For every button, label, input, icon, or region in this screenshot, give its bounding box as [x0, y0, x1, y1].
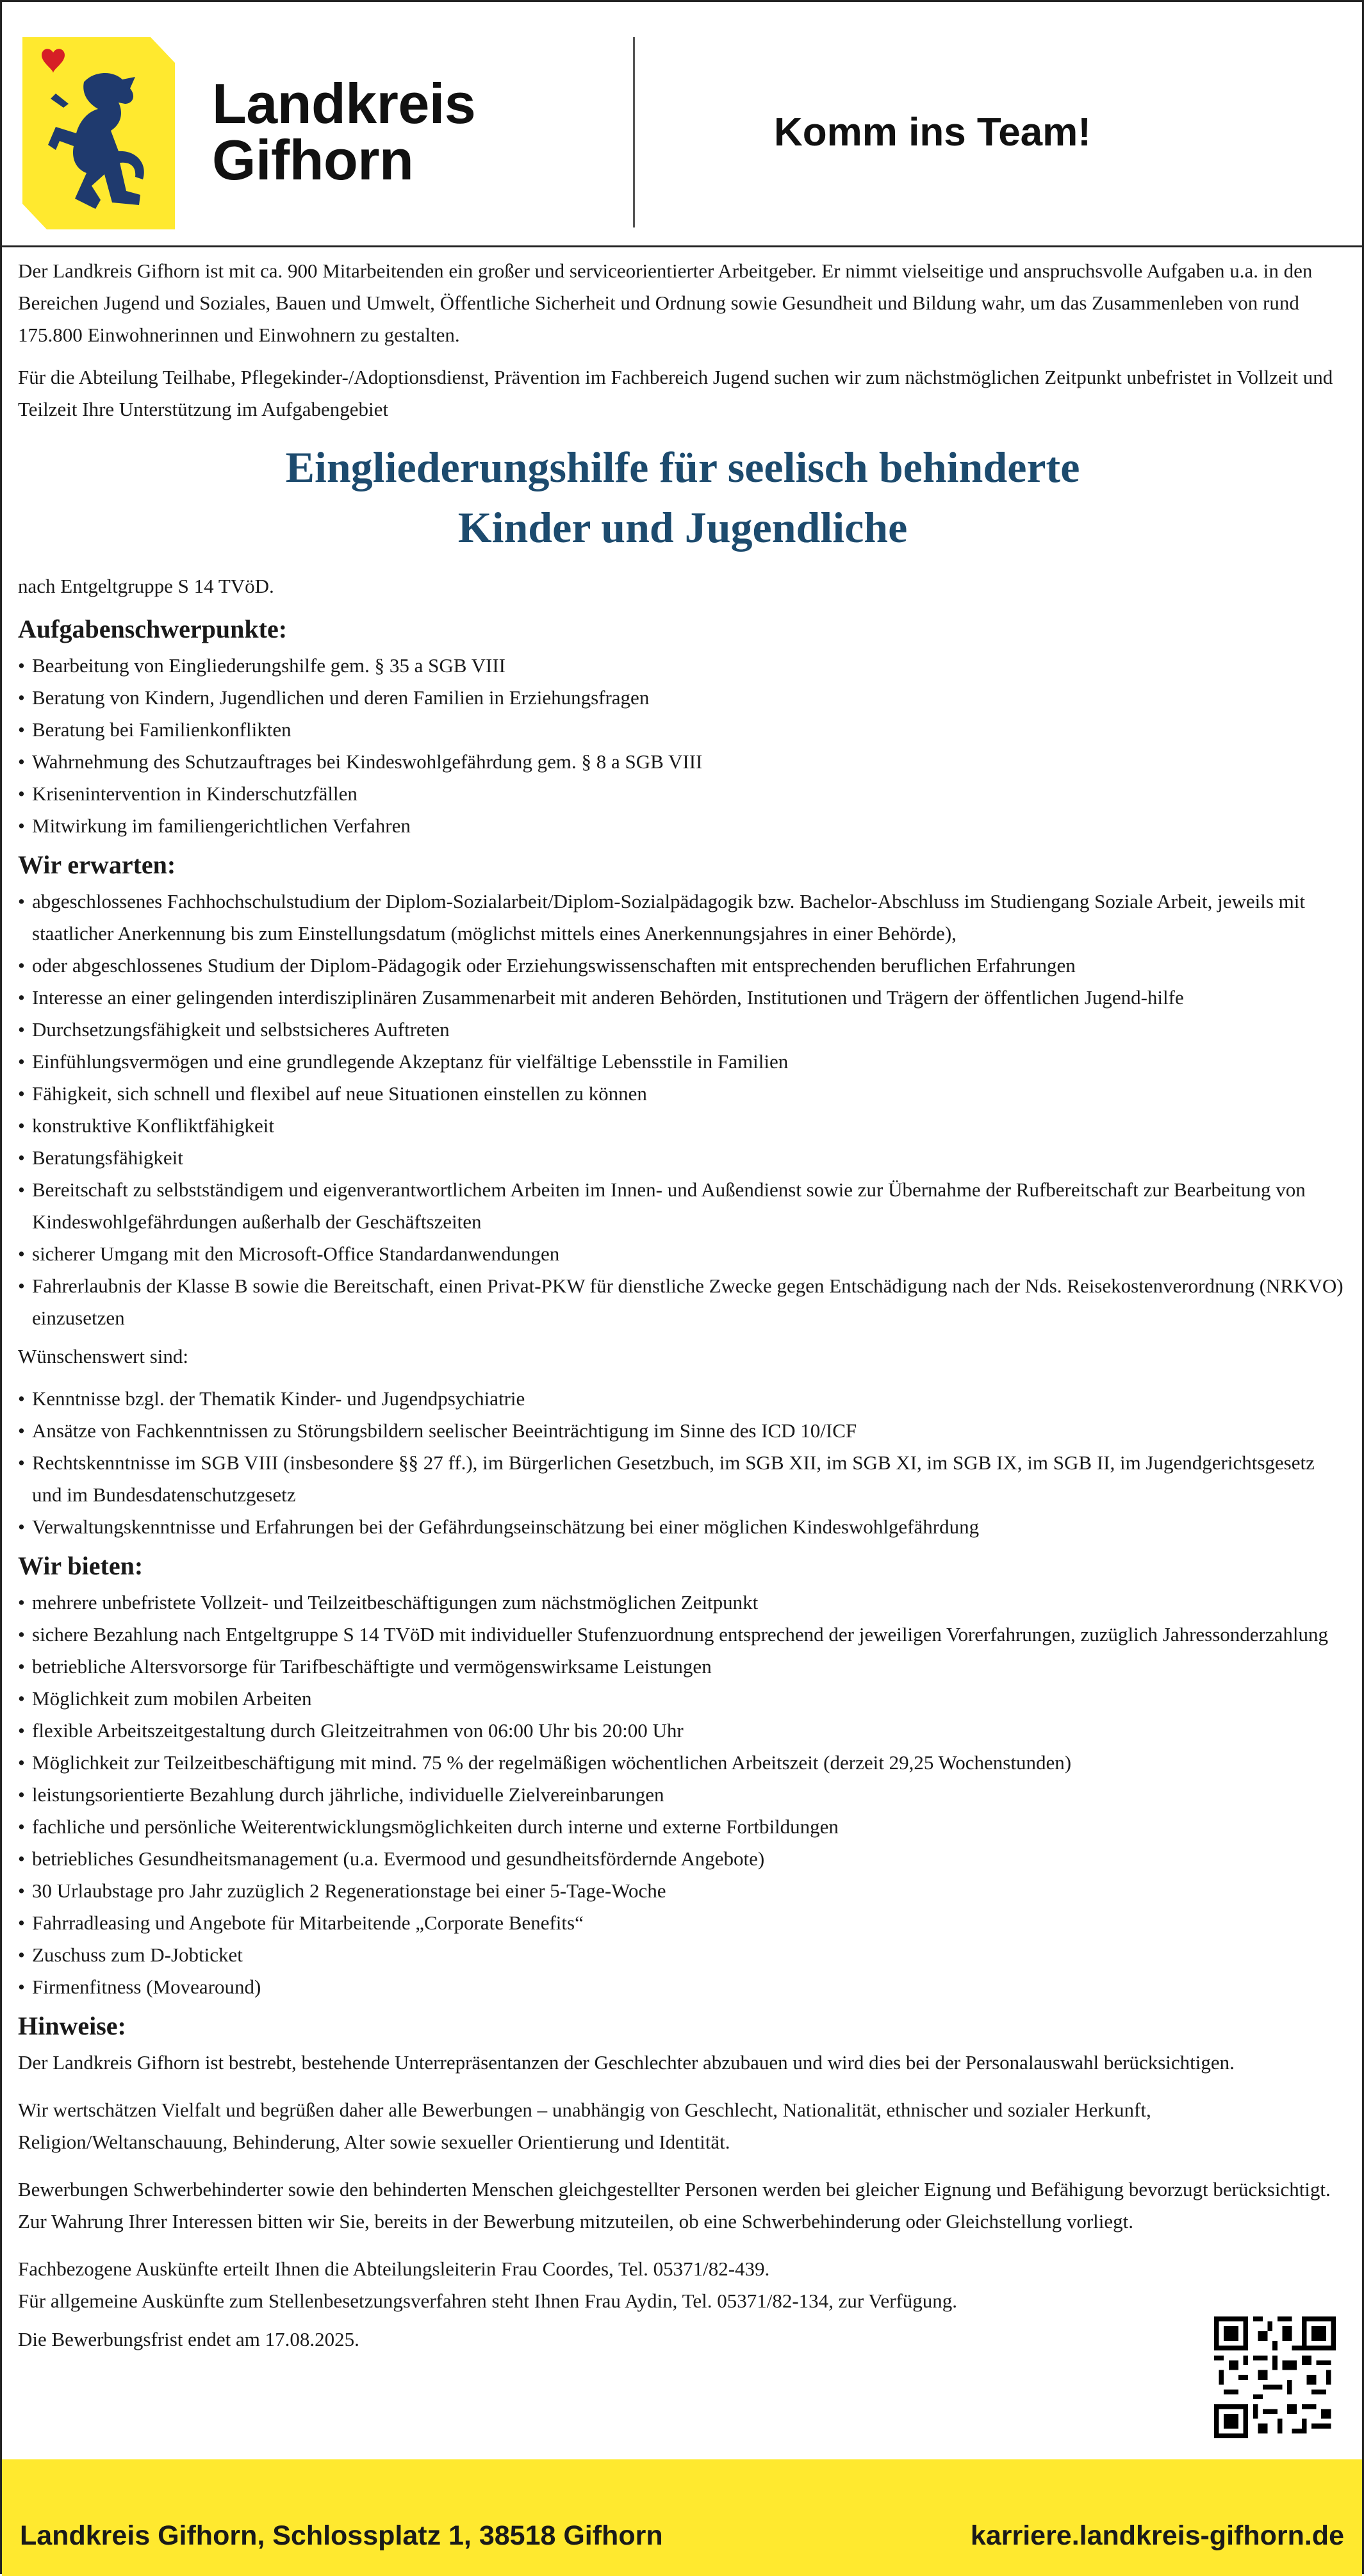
list-item: • sicherer Umgang mit den Microsoft-Office Standardanwendungen [18, 1238, 1347, 1270]
list-item: • Ansätze von Fachkenntnissen zu Störungsbildern seelischer Beeinträchtigung im Sinne des ICD 10/ICF [18, 1415, 1347, 1447]
header-divider [633, 37, 635, 227]
expect-list [18, 886, 1347, 1334]
list-item: • betriebliche Altersvorsorge für Tarifbeschäftigte und vermögenswirksame Leistungen [18, 1651, 1347, 1683]
list-item: • Fähigkeit, sich schnell und flexibel auf neue Situationen einstellen zu können [18, 1078, 1347, 1110]
desirable-label: Wünschenswert sind: [18, 1345, 189, 1367]
coat-of-arms-logo-icon [22, 37, 175, 229]
list-item: • 30 Urlaubstage pro Jahr zuzüglich 2 Regenerationstage bei einer 5-Tage-Woche [18, 1875, 1347, 1907]
list-item: • Fahrradleasing und Angebote für Mitarbeitende „Corporate Benefits“ [18, 1907, 1347, 1939]
tasks-list [18, 650, 1347, 842]
footer [2, 2459, 1362, 2576]
list-item: • flexible Arbeitszeitgestaltung durch Gleitzeitrahmen von 06:00 Uhr bis 20:00 Uhr [18, 1715, 1347, 1747]
list-item: • Firmenfitness (Movearound) [18, 1971, 1347, 2003]
header [2, 2, 1362, 245]
job-title [18, 437, 1347, 557]
qr-code-icon[interactable] [1214, 2316, 1336, 2438]
desirable-list [18, 1383, 1347, 1543]
career-website-link[interactable]: karriere.landkreis-gifhorn.de [970, 2520, 1344, 2551]
notes-paragraph: Bewerbungen Schwerbehinderter sowie den behinderten Menschen gleichgestellter Personen werden bei gleicher Eignung und Befähigung bevorzugt berücksichtigt. Zur Wahrung Ihrer Interessen bitten wir Sie, bereits in der Bewerbung mitzuteilen, ob eine Schwerbehinderung oder Gleichstellung vorliegt. [18, 2178, 1331, 2233]
list-item: • Krisenintervention in Kinderschutzfällen [18, 778, 1347, 810]
offer-list [18, 1587, 1347, 2003]
contact-block [18, 2253, 1347, 2317]
intro-paragraph: Für die Abteilung Teilhabe, Pflegekinder-/Adoptionsdienst, Prävention im Fachbereich Jugend suchen wir zum nächstmöglichen Zeitpunkt unbefristet in Vollzeit und Teilzeit Ihre Unterstützung im Aufgabengebiet [18, 366, 1333, 420]
list-item: • Rechtskenntnisse im SGB VIII (insbesondere §§ 27 ff.), im Bürgerlichen Gesetzbuch, im SGB XII, im SGB XI, im SGB IX, im SGB II, im Jugendgerichtsgesetz und im Bundesdatenschutzgesetz [18, 1447, 1347, 1511]
list-item: • sichere Bezahlung nach Entgeltgruppe S 14 TVöD mit individueller Stufenzuordnung entsprechend der jeweiligen Vorerfahrungen, zuzüglich Jahressonderzahlung [18, 1619, 1347, 1651]
list-item: • Beratung bei Familienkonflikten [18, 714, 1347, 746]
list-item: • Bereitschaft zu selbstständigem und eigenverantwortlichem Arbeiten im Innen- und Außendienst sowie zur Übernahme der Rufbereitschaft zur Bearbeitung von Kindeswohlgefährdungen außerhalb der Geschäftszeiten [18, 1174, 1347, 1238]
contact-line-1: Fachbezogene Auskünfte erteilt Ihnen die Abteilungsleiterin Frau Coordes, Tel. 05371/82-439. [18, 2258, 770, 2280]
notes-paragraph: Wir wertschätzen Vielfalt und begrüßen daher alle Bewerbungen – unabhängig von Geschlecht, Nationalität, ethnischer und sozialer Herkunft, Religion/Weltanschauung, Behinderung, Alter sowie sexueller Orientierung und Identität. [18, 2099, 1151, 2153]
slogan: Komm ins Team! [774, 110, 1091, 154]
list-item: • Möglichkeit zum mobilen Arbeiten [18, 1683, 1347, 1715]
list-item: • oder abgeschlossenes Studium der Diplom-Pädagogik oder Erziehungswissenschaften mit entsprechenden beruflichen Erfahrungen [18, 950, 1347, 982]
content [18, 255, 1347, 2366]
logo-line-2: Gifhorn [212, 128, 414, 192]
list-item: • Interesse an einer gelingenden interdisziplinären Zusammenarbeit mit anderen Behörden, Institutionen und Trägern der öffentlichen Jugend-hilfe [18, 982, 1347, 1014]
list-item: • Durchsetzungsfähigkeit und selbstsicheres Auftreten [18, 1014, 1347, 1046]
pay-grade: nach Entgeltgruppe S 14 TVöD. [18, 575, 274, 597]
list-item: • betriebliches Gesundheitsmanagement (u.a. Evermood und gesundheitsfördernde Angebote) [18, 1843, 1347, 1875]
notes-section [18, 2010, 1347, 2238]
list-item: • Möglichkeit zur Teilzeitbeschäftigung mit mind. 75 % der regelmäßigen wöchentlichen Arbeitszeit (derzeit 29,25 Wochenstunden) [18, 1747, 1347, 1779]
list-item: • abgeschlossenes Fachhochschulstudium der Diplom-Sozialarbeit/Diplom-Sozialpädagogik bzw. Bachelor-Abschluss im Studiengang Soziale Arbeit, jeweils mit staatlicher Anerkennung bis zum Einstellungsdatum (möglichst mittels eines Anerkennungsjahres in einer Behörde), [18, 886, 1347, 950]
notes-paragraph: Der Landkreis Gifhorn ist bestrebt, bestehende Unterrepräsentanzen der Geschlechter abzubauen und wird dies bei der Personalauswahl berücksichtigen. [18, 2051, 1235, 2074]
expect-heading: Wir erwarten: [18, 850, 176, 879]
logo-line-1: Landkreis [212, 72, 476, 135]
job-title-line-2: Kinder und Jugendliche [457, 503, 908, 552]
list-item: • Beratungsfähigkeit [18, 1142, 1347, 1174]
list-item: • Bearbeitung von Eingliederungshilfe gem. § 35 a SGB VIII [18, 650, 1347, 682]
list-item: • Mitwirkung im familiengerichtlichen Verfahren [18, 810, 1347, 842]
list-item: • Verwaltungskenntnisse und Erfahrungen bei der Gefährdungseinschätzung bei einer möglichen Kindeswohlgefährdung [18, 1511, 1347, 1543]
header-rule [2, 245, 1362, 247]
logo-wordmark [212, 72, 476, 192]
contact-line-2: Für allgemeine Auskünfte zum Stellenbesetzungsverfahren steht Ihnen Frau Aydin, Tel. 05371/82-134, zur Verfügung. [18, 2290, 958, 2312]
list-item: • konstruktive Konfliktfähigkeit [18, 1110, 1347, 1142]
footer-address: Landkreis Gifhorn, Schlossplatz 1, 38518 Gifhorn [20, 2520, 663, 2551]
list-item: • Beratung von Kindern, Jugendlichen und deren Familien in Erziehungsfragen [18, 682, 1347, 714]
list-item: • fachliche und persönliche Weiterentwicklungsmöglichkeiten durch interne und externe Fortbildungen [18, 1811, 1347, 1843]
list-item: • Wahrnehmung des Schutzauftrages bei Kindeswohlgefährdung gem. § 8 a SGB VIII [18, 746, 1347, 778]
job-title-line-1: Eingliederungshilfe für seelisch behinderte [285, 443, 1080, 491]
deadline: Die Bewerbungsfrist endet am 17.08.2025. [18, 2328, 359, 2350]
offer-heading: Wir bieten: [18, 1551, 144, 1580]
list-item: • leistungsorientierte Bezahlung durch jährliche, individuelle Zielvereinbarungen [18, 1779, 1347, 1811]
list-item: • Zuschuss zum D-Jobticket [18, 1939, 1347, 1971]
list-item: • mehrere unbefristete Vollzeit- und Teilzeitbeschäftigungen zum nächstmöglichen Zeitpunkt [18, 1587, 1347, 1619]
intro-paragraph: Der Landkreis Gifhorn ist mit ca. 900 Mitarbeitenden ein großer und serviceorientierter Arbeitgeber. Er nimmt vielseitige und anspruchsvolle Aufgaben u.a. in den Bereichen Jugend und Soziales, Bauen und Umwelt, Öffentliche Sicherheit und Ordnung sowie Gesundheit und Bildung wahr, um das Zusammenleben von rund 175.800 Einwohnerinnen und Einwohnern zu gestalten. [18, 260, 1313, 346]
notes-heading: Hinweise: [18, 2011, 126, 2040]
list-item: • Fahrerlaubnis der Klasse B sowie die Bereitschaft, einen Privat-PKW für dienstliche Zwecke gegen Entschädigung nach der Nds. Reisekostenverordnung (NRKVO) einzusetzen [18, 1270, 1347, 1334]
list-item: • Einfühlungsvermögen und eine grundlegende Akzeptanz für vielfältige Lebensstile in Familien [18, 1046, 1347, 1078]
list-item: • Kenntnisse bzgl. der Thematik Kinder- und Jugendpsychiatrie [18, 1383, 1347, 1415]
tasks-heading: Aufgabenschwerpunkte: [18, 615, 288, 643]
